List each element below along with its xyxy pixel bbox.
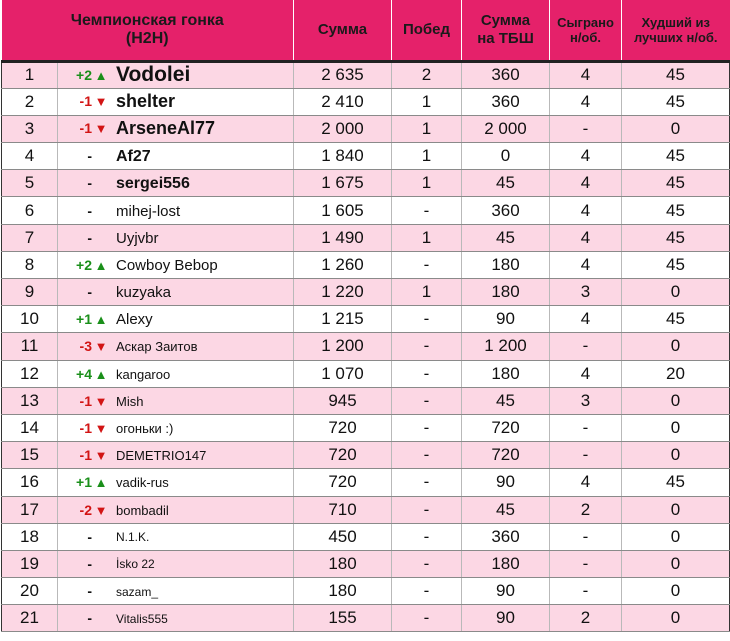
sum-cell: 945 (294, 387, 392, 414)
rank-cell: 17 (2, 496, 58, 523)
sum-cell: 450 (294, 523, 392, 550)
player-cell (58, 279, 294, 306)
player-name: огоньки :) (116, 421, 174, 437)
wins-cell: - (392, 469, 462, 496)
arrow-down-icon: ▼ (94, 393, 108, 409)
table-row (2, 197, 730, 224)
wins-cell: - (392, 496, 462, 523)
position-change: - (87, 148, 92, 165)
table-row (2, 143, 730, 170)
rank-cell: 15 (2, 442, 58, 469)
arrow-up-icon: ▲ (94, 67, 108, 83)
sum-cell: 1 215 (294, 306, 392, 333)
arrow-up-icon: ▲ (94, 257, 108, 273)
wins-cell: 1 (392, 279, 462, 306)
player-name: bombadil (116, 502, 169, 518)
player-cell (58, 115, 294, 142)
player-name: Vodolei (116, 63, 191, 87)
position-change: - (87, 175, 92, 192)
table-row (2, 578, 730, 605)
player-name: mihej-lost (116, 202, 181, 220)
tbs-cell: 180 (462, 550, 550, 577)
position-change: - (87, 583, 92, 600)
tbs-cell: 360 (462, 88, 550, 115)
player-name: Cowboy Bebop (116, 256, 218, 274)
worst-cell: 0 (622, 605, 730, 632)
played-cell: - (550, 115, 622, 142)
position-change: -3 (79, 338, 92, 355)
player-cell (58, 143, 294, 170)
worst-cell: 0 (622, 442, 730, 469)
position-change: -1 (79, 392, 92, 409)
rank-cell: 18 (2, 523, 58, 550)
worst-cell: 0 (622, 115, 730, 142)
player-cell (58, 306, 294, 333)
played-cell: 4 (550, 360, 622, 387)
rank-cell: 3 (2, 115, 58, 142)
rank-cell: 5 (2, 170, 58, 197)
sum-cell: 1 605 (294, 197, 392, 224)
player-cell (58, 360, 294, 387)
tbs-cell: 90 (462, 605, 550, 632)
position-change: - (87, 528, 92, 545)
wins-cell: - (392, 387, 462, 414)
wins-cell: - (392, 442, 462, 469)
worst-cell: 0 (622, 387, 730, 414)
arrow-down-icon: ▼ (94, 339, 108, 355)
player-cell (58, 550, 294, 577)
worst-cell: 0 (622, 550, 730, 577)
wins-cell: - (392, 523, 462, 550)
sum-cell: 710 (294, 496, 392, 523)
arrow-down-icon: ▼ (94, 421, 108, 437)
rank-cell: 20 (2, 578, 58, 605)
sum-cell: 720 (294, 414, 392, 441)
player-name: kuzyaka (116, 284, 172, 302)
player-cell (58, 170, 294, 197)
wins-cell: 1 (392, 115, 462, 142)
table-title-line1: Чемпионская гонка (70, 11, 224, 29)
rank-cell: 16 (2, 469, 58, 496)
col-header-sum: Сумма (294, 0, 392, 61)
sum-cell: 1 260 (294, 251, 392, 278)
played-cell: 4 (550, 306, 622, 333)
played-cell: 4 (550, 469, 622, 496)
played-cell: 4 (550, 251, 622, 278)
player-cell (58, 224, 294, 251)
wins-cell: - (392, 197, 462, 224)
table-row (2, 360, 730, 387)
played-cell: - (550, 442, 622, 469)
wins-cell: - (392, 306, 462, 333)
player-name: vadik-rus (116, 475, 169, 491)
sum-cell: 1 200 (294, 333, 392, 360)
table-title (2, 0, 294, 61)
rank-cell: 11 (2, 333, 58, 360)
table-row (2, 88, 730, 115)
worst-cell: 45 (622, 469, 730, 496)
table-row (2, 279, 730, 306)
rank-cell: 14 (2, 414, 58, 441)
rank-cell: 4 (2, 143, 58, 170)
wins-cell: 1 (392, 224, 462, 251)
player-cell (58, 333, 294, 360)
arrow-down-icon: ▼ (94, 448, 108, 464)
player-cell (58, 88, 294, 115)
played-cell: - (550, 333, 622, 360)
tbs-cell: 180 (462, 279, 550, 306)
rank-cell: 2 (2, 88, 58, 115)
played-cell: 2 (550, 496, 622, 523)
col-header-worst: Худший из лучших н/об. (622, 0, 730, 61)
sum-cell: 1 070 (294, 360, 392, 387)
table-row (2, 306, 730, 333)
rank-cell: 19 (2, 550, 58, 577)
arrow-down-icon: ▼ (94, 121, 108, 137)
position-change: -1 (79, 420, 92, 437)
table-row (2, 414, 730, 441)
table-row (2, 115, 730, 142)
worst-cell: 45 (622, 170, 730, 197)
worst-cell: 45 (622, 306, 730, 333)
sum-cell: 2 635 (294, 61, 392, 88)
sum-cell: 1 675 (294, 170, 392, 197)
tbs-cell: 720 (462, 442, 550, 469)
table-row (2, 61, 730, 88)
tbs-cell: 45 (462, 224, 550, 251)
sum-cell: 720 (294, 442, 392, 469)
wins-cell: - (392, 605, 462, 632)
player-cell (58, 496, 294, 523)
tbs-cell: 180 (462, 251, 550, 278)
rank-cell: 6 (2, 197, 58, 224)
played-cell: - (550, 414, 622, 441)
position-change: - (87, 229, 92, 246)
player-cell (58, 61, 294, 88)
rank-cell: 10 (2, 306, 58, 333)
position-change: +4 (76, 365, 92, 382)
player-name: DEMETRIO147 (116, 448, 207, 464)
player-name: sergei556 (116, 174, 190, 192)
tbs-cell: 180 (462, 360, 550, 387)
wins-cell: 1 (392, 88, 462, 115)
player-name: Af27 (116, 147, 151, 165)
tbs-cell: 1 200 (462, 333, 550, 360)
rank-cell: 8 (2, 251, 58, 278)
tbs-cell: 720 (462, 414, 550, 441)
played-cell: 4 (550, 61, 622, 88)
table-row (2, 333, 730, 360)
worst-cell: 0 (622, 333, 730, 360)
rank-cell: 1 (2, 61, 58, 88)
col-header-wins: Побед (392, 0, 462, 61)
tbs-cell: 90 (462, 306, 550, 333)
position-change: +1 (76, 311, 92, 328)
player-name: İsko 22 (116, 557, 155, 572)
tbs-cell: 45 (462, 496, 550, 523)
tbs-cell: 360 (462, 61, 550, 88)
table-title-line2: (H2H) (125, 29, 169, 47)
position-change: -2 (79, 501, 92, 518)
table-row (2, 550, 730, 577)
rank-cell: 7 (2, 224, 58, 251)
tbs-cell: 45 (462, 387, 550, 414)
worst-cell: 45 (622, 143, 730, 170)
table-row (2, 523, 730, 550)
arrow-down-icon: ▼ (94, 502, 108, 518)
rank-cell: 12 (2, 360, 58, 387)
table-body (2, 61, 730, 632)
sum-cell: 2 410 (294, 88, 392, 115)
col-header-played: Сыграно н/об. (550, 0, 622, 61)
player-cell (58, 523, 294, 550)
arrow-up-icon: ▲ (94, 366, 108, 382)
player-cell (58, 578, 294, 605)
sum-cell: 1 220 (294, 279, 392, 306)
played-cell: - (550, 578, 622, 605)
player-name: Uyjvbr (116, 229, 159, 247)
player-cell (58, 442, 294, 469)
played-cell: - (550, 523, 622, 550)
player-cell (58, 387, 294, 414)
player-cell (58, 469, 294, 496)
worst-cell: 45 (622, 251, 730, 278)
played-cell: 3 (550, 279, 622, 306)
player-name: N.1.K. (116, 530, 150, 545)
tbs-cell: 45 (462, 170, 550, 197)
sum-cell: 180 (294, 550, 392, 577)
sum-cell: 2 000 (294, 115, 392, 142)
player-name: ArseneAl77 (116, 118, 216, 139)
position-change: -1 (79, 93, 92, 110)
tbs-cell: 90 (462, 578, 550, 605)
wins-cell: 2 (392, 61, 462, 88)
arrow-up-icon: ▲ (94, 475, 108, 491)
wins-cell: - (392, 414, 462, 441)
sum-cell: 155 (294, 605, 392, 632)
arrow-down-icon: ▼ (94, 94, 108, 110)
table-row (2, 496, 730, 523)
player-cell (58, 251, 294, 278)
arrow-up-icon: ▲ (94, 312, 108, 328)
position-change: -1 (79, 447, 92, 464)
rank-cell: 9 (2, 279, 58, 306)
played-cell: 4 (550, 197, 622, 224)
col-header-tbs: Сумма на ТБШ (462, 0, 550, 61)
played-cell: 4 (550, 170, 622, 197)
player-name: Mish (116, 393, 144, 409)
standings-table (1, 0, 730, 632)
position-change: +2 (76, 66, 92, 83)
position-change: +1 (76, 474, 92, 491)
player-name: Alexy (116, 311, 153, 329)
worst-cell: 45 (622, 61, 730, 88)
player-name: Vitalis555 (116, 611, 168, 626)
worst-cell: 45 (622, 88, 730, 115)
wins-cell: 1 (392, 170, 462, 197)
player-cell (58, 414, 294, 441)
table-row (2, 224, 730, 251)
played-cell: - (550, 550, 622, 577)
rank-cell: 13 (2, 387, 58, 414)
player-cell (58, 605, 294, 632)
wins-cell: - (392, 251, 462, 278)
position-change: - (87, 202, 92, 219)
played-cell: 2 (550, 605, 622, 632)
rank-cell: 21 (2, 605, 58, 632)
wins-cell: - (392, 360, 462, 387)
tbs-cell: 2 000 (462, 115, 550, 142)
worst-cell: 45 (622, 224, 730, 251)
wins-cell: - (392, 550, 462, 577)
tbs-cell: 0 (462, 143, 550, 170)
worst-cell: 0 (622, 523, 730, 550)
worst-cell: 0 (622, 279, 730, 306)
wins-cell: - (392, 333, 462, 360)
sum-cell: 1 490 (294, 224, 392, 251)
table-row (2, 251, 730, 278)
played-cell: 4 (550, 143, 622, 170)
worst-cell: 20 (622, 360, 730, 387)
position-change: - (87, 284, 92, 301)
played-cell: 4 (550, 224, 622, 251)
player-cell (58, 197, 294, 224)
position-change: - (87, 610, 92, 627)
worst-cell: 45 (622, 197, 730, 224)
player-name: sazam_ (116, 584, 159, 599)
wins-cell: 1 (392, 143, 462, 170)
worst-cell: 0 (622, 496, 730, 523)
table-row (2, 387, 730, 414)
position-change: +2 (76, 256, 92, 273)
tbs-cell: 90 (462, 469, 550, 496)
played-cell: 4 (550, 88, 622, 115)
worst-cell: 0 (622, 414, 730, 441)
tbs-cell: 360 (462, 523, 550, 550)
position-change: -1 (79, 120, 92, 137)
sum-cell: 720 (294, 469, 392, 496)
position-change: - (87, 555, 92, 572)
table-header (2, 0, 730, 61)
player-name: Аскар Заитов (116, 339, 198, 355)
header-row (2, 0, 730, 61)
table-row (2, 170, 730, 197)
table-row (2, 605, 730, 632)
wins-cell: - (392, 578, 462, 605)
tbs-cell: 360 (462, 197, 550, 224)
table-row (2, 442, 730, 469)
player-name: shelter (116, 91, 176, 112)
table-row (2, 469, 730, 496)
sum-cell: 1 840 (294, 143, 392, 170)
sum-cell: 180 (294, 578, 392, 605)
played-cell: 3 (550, 387, 622, 414)
worst-cell: 0 (622, 578, 730, 605)
player-name: kangaroo (116, 366, 171, 382)
